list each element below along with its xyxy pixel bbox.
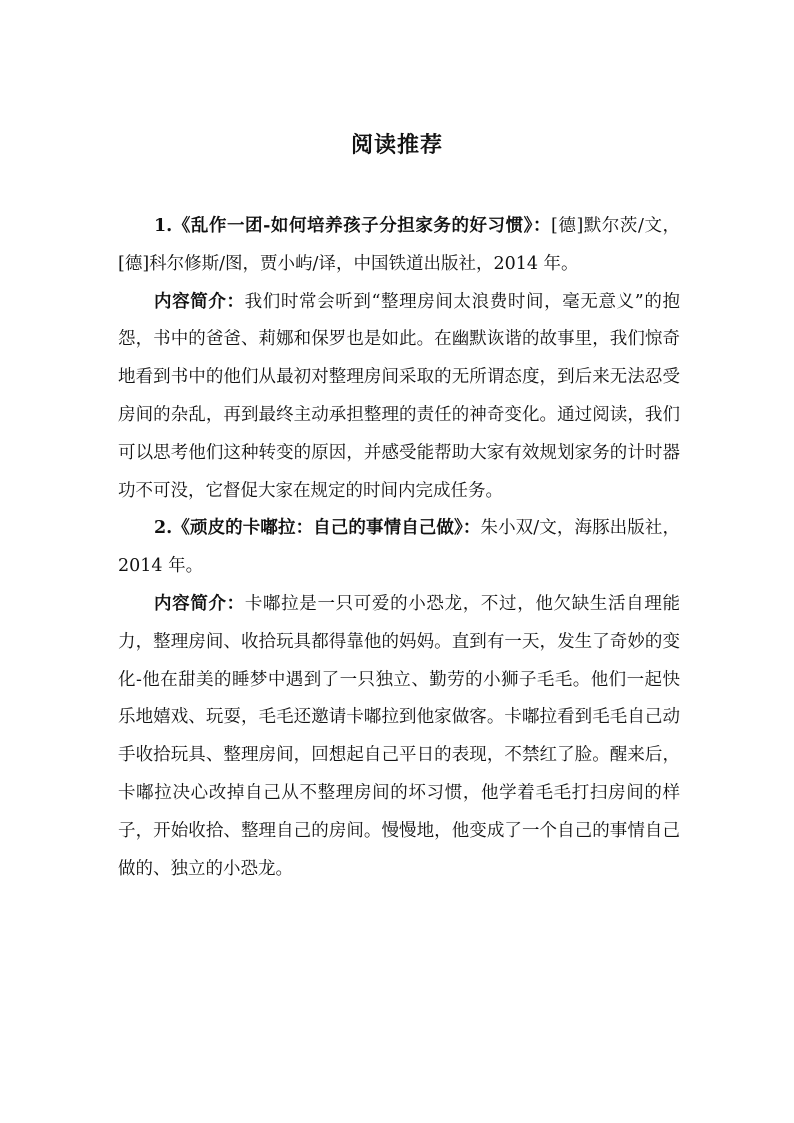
book-2-citation: 朱小双/文，海豚出版社，2014 年。 bbox=[118, 518, 680, 577]
book-2-citation-paragraph bbox=[118, 510, 680, 586]
book-2-heading: 2.《顽皮的卡嘟拉：自己的事情自己做》： bbox=[154, 518, 481, 539]
book-1-summary-label: 内容简介： bbox=[154, 291, 245, 312]
book-1-citation-paragraph bbox=[118, 208, 680, 284]
book-2-summary-label: 内容简介： bbox=[154, 593, 245, 614]
page-title: 阅读推荐 bbox=[350, 132, 443, 158]
book-2-summary-paragraph bbox=[118, 586, 680, 888]
book-2-summary: 卡嘟拉是一只可爱的小恐龙，不过，他欠缺生活自理能力，整理房间、收拾玩具都得靠他的妈妈。直到有一天，发生了奇妙的变化-他在甜美的睡梦中遇到了一只独立、勤劳的小狮子毛毛。他们一起快乐地嬉戏、玩耍，毛毛还邀请卡嘟拉到他家做客。卡嘟拉看到毛毛自己动手收拾玩具、整理房间，回想起自己平日的表现，不禁红了脸。醒来后，卡嘟拉决心改掉自己从不整理房间的坏习惯，他学着毛毛打扫房间的样子，开始收拾、整理自己的房间。慢慢地，他变成了一个自己的事情自己做的、独立的小恐龙。 bbox=[118, 593, 681, 879]
book-1-citation: [德]默尔茨/文，[德]科尔修斯/图，贾小屿/译，中国铁道出版社，2014 年。 bbox=[118, 216, 680, 274]
document-body bbox=[118, 208, 680, 888]
book-1-summary: 我们时常会听到“整理房间太浪费时间，毫无意义”的抱怨，书中的爸爸、莉娜和保罗也是如此。在幽默诙谐的故事里，我们惊奇地看到书中的他们从最初对整理房间采取的无所谓态度，到后来无法忍受房间的杂乱，再到最终主动承担整理的责任的神奇变化。通过阅读，我们可以思考他们这种转变的原因，并感受能帮助大家有效规划家务的计时器功不可没，它督促大家在规定的时间内完成任务。 bbox=[118, 291, 680, 501]
book-1-heading: 1.《乱作一团-如何培养孩子分担家务的好习惯》： bbox=[154, 216, 552, 236]
book-1-summary-paragraph bbox=[118, 284, 680, 511]
